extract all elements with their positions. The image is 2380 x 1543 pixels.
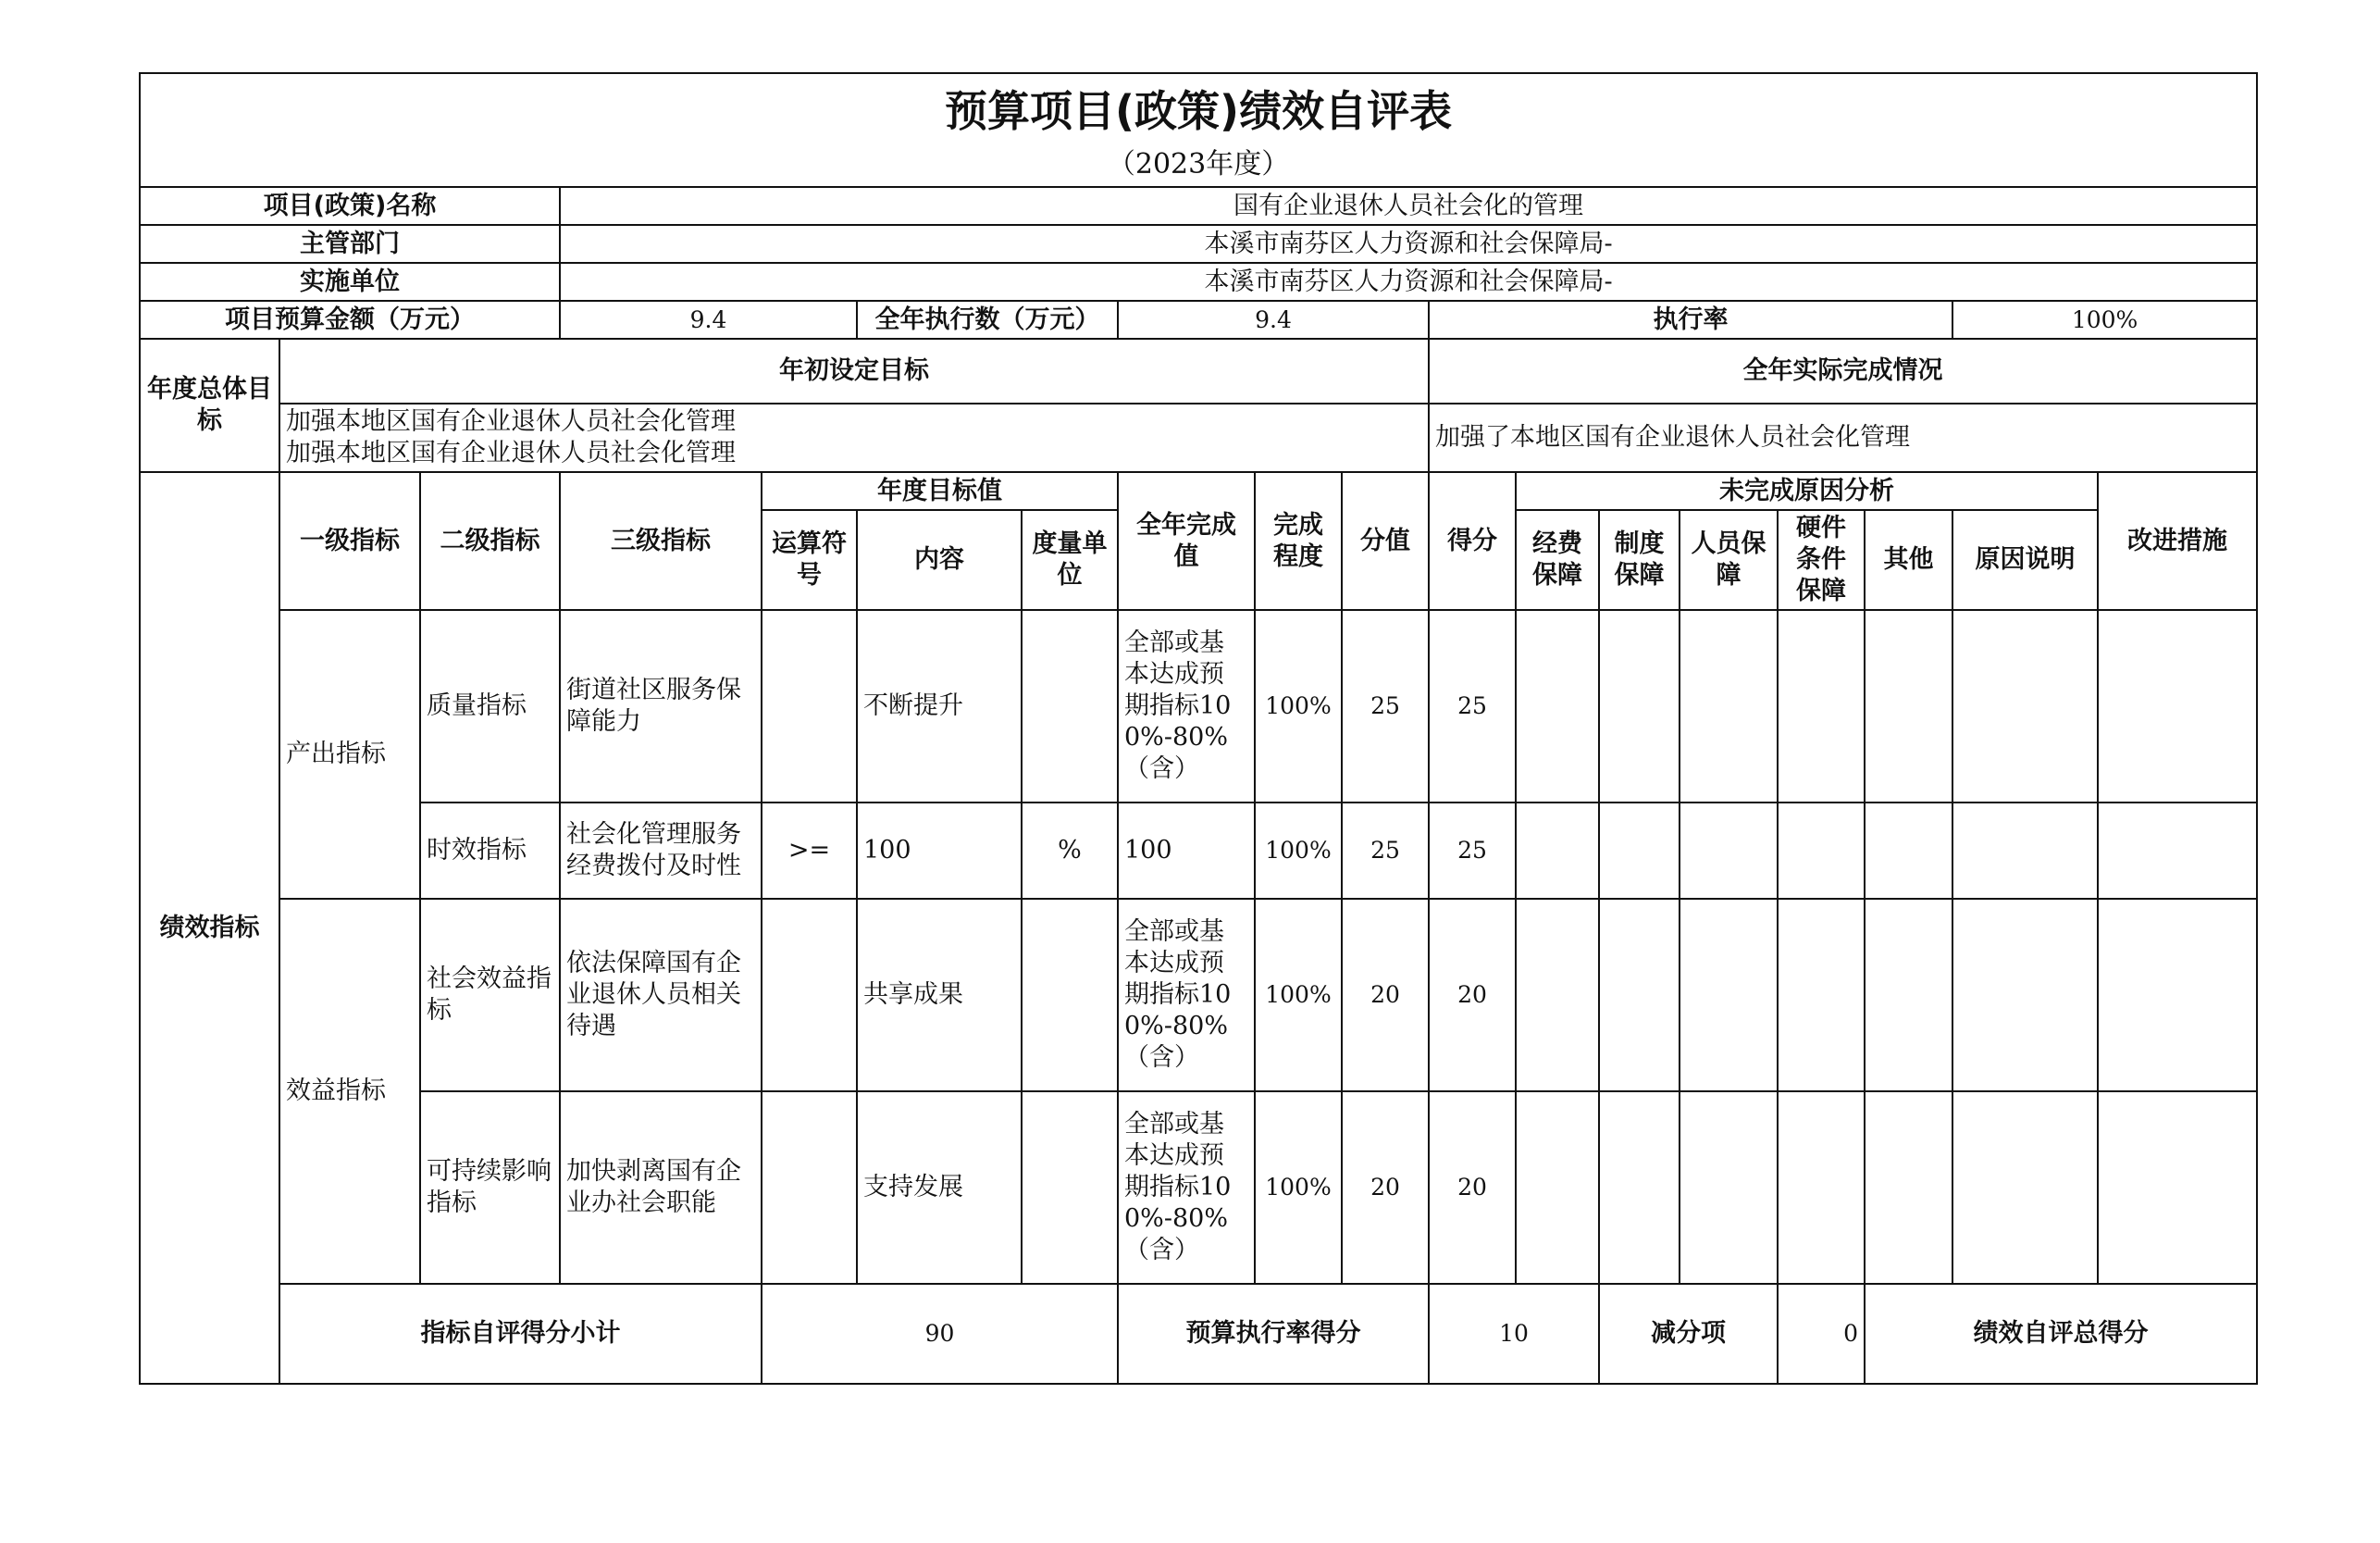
empty-cell — [1680, 803, 1778, 899]
degree-cell: 100% — [1255, 899, 1342, 1091]
self-evaluation-table — [139, 72, 2258, 1385]
empty-cell — [1516, 899, 1599, 1091]
header-level1: 一级指标 — [279, 472, 420, 610]
dept-value: 本溪市南芬区人力资源和社会保障局- — [560, 225, 2257, 263]
empty-cell — [1778, 803, 1865, 899]
level3-cell: 社会化管理服务经费拨付及时性 — [560, 803, 762, 899]
header-reason-group: 未完成原因分析 — [1516, 472, 2098, 510]
operator-cell — [762, 1091, 857, 1284]
empty-cell — [1599, 610, 1680, 803]
rate-label: 执行率 — [1429, 301, 1952, 339]
level1-output: 产出指标 — [279, 610, 420, 899]
unit-cell: % — [1022, 803, 1118, 899]
operator-cell: >= — [762, 803, 857, 899]
empty-cell — [1516, 803, 1599, 899]
content-cell: 共享成果 — [857, 899, 1022, 1091]
header-level3: 三级指标 — [560, 472, 762, 610]
degree-cell: 100% — [1255, 610, 1342, 803]
got-cell: 20 — [1429, 1091, 1516, 1284]
level2-cell: 时效指标 — [420, 803, 560, 899]
header-system: 制度保障 — [1599, 510, 1680, 610]
got-cell: 25 — [1429, 803, 1516, 899]
unit-cell — [1022, 610, 1118, 803]
header-other: 其他 — [1865, 510, 1952, 610]
level2-cell: 质量指标 — [420, 610, 560, 803]
actual-cell: 100 — [1118, 803, 1255, 899]
degree-cell: 100% — [1255, 1091, 1342, 1284]
budget-value: 9.4 — [560, 301, 857, 339]
empty-cell — [1865, 1091, 1952, 1284]
header-unit: 度量单位 — [1022, 510, 1118, 610]
empty-cell — [1516, 610, 1599, 803]
header-funding: 经费保障 — [1516, 510, 1599, 610]
empty-cell — [1599, 1091, 1680, 1284]
got-cell: 20 — [1429, 899, 1516, 1091]
header-got: 得分 — [1429, 472, 1516, 610]
level3-cell: 加快剥离国有企业办社会职能 — [560, 1091, 762, 1284]
actual-completion-header: 全年实际完成情况 — [1429, 339, 2257, 404]
actual-completion-text: 加强了本地区国有企业退休人员社会化管理 — [1429, 404, 2257, 472]
empty-cell — [1865, 899, 1952, 1091]
rate-value: 100% — [1952, 301, 2257, 339]
header-level2: 二级指标 — [420, 472, 560, 610]
header-hardware: 硬件条件保障 — [1778, 510, 1865, 610]
empty-cell — [2098, 899, 2257, 1091]
header-operator: 运算符号 — [762, 510, 857, 610]
header-degree: 完成程度 — [1255, 472, 1342, 610]
score-cell: 20 — [1342, 1091, 1429, 1284]
dept-label: 主管部门 — [140, 225, 560, 263]
initial-goal-line-1: 加强本地区国有企业退休人员社会化管理 — [286, 407, 736, 436]
budget-label: 项目预算金额（万元） — [140, 301, 560, 339]
empty-cell — [1599, 899, 1680, 1091]
degree-cell: 100% — [1255, 803, 1342, 899]
initial-goal-text — [279, 404, 1429, 472]
initial-goal-line-2: 加强本地区国有企业退休人员社会化管理 — [286, 439, 736, 467]
header-target-group: 年度目标值 — [762, 472, 1118, 510]
header-score: 分值 — [1342, 472, 1429, 610]
executed-label: 全年执行数（万元） — [857, 301, 1118, 339]
empty-cell — [1952, 899, 2098, 1091]
subtotal-label: 指标自评得分小计 — [279, 1284, 762, 1384]
score-cell: 25 — [1342, 610, 1429, 803]
project-name-value: 国有企业退休人员社会化的管理 — [560, 187, 2257, 225]
content-cell: 支持发展 — [857, 1091, 1022, 1284]
header-improve: 改进措施 — [2098, 472, 2257, 610]
empty-cell — [1599, 803, 1680, 899]
header-explain: 原因说明 — [1952, 510, 2098, 610]
level2-cell: 可持续影响指标 — [420, 1091, 560, 1284]
empty-cell — [1952, 803, 2098, 899]
got-cell: 25 — [1429, 610, 1516, 803]
empty-cell — [1516, 1091, 1599, 1284]
header-actual: 全年完成值 — [1118, 472, 1255, 610]
level1-benefit: 效益指标 — [279, 899, 420, 1284]
header-staff: 人员保障 — [1680, 510, 1778, 610]
empty-cell — [1778, 1091, 1865, 1284]
actual-cell: 全部或基本达成预期指标100%-80%（含） — [1118, 610, 1255, 803]
unit-label: 实施单位 — [140, 263, 560, 301]
header-content: 内容 — [857, 510, 1022, 610]
deduct-value: 0 — [1778, 1284, 1865, 1384]
empty-cell — [2098, 803, 2257, 899]
empty-cell — [1952, 1091, 2098, 1284]
empty-cell — [1680, 899, 1778, 1091]
actual-cell: 全部或基本达成预期指标100%-80%（含） — [1118, 1091, 1255, 1284]
operator-cell — [762, 610, 857, 803]
score-cell: 25 — [1342, 803, 1429, 899]
indicators-section-label: 绩效指标 — [140, 472, 279, 1384]
empty-cell — [1680, 1091, 1778, 1284]
content-cell: 不断提升 — [857, 610, 1022, 803]
empty-cell — [1865, 803, 1952, 899]
empty-cell — [1778, 899, 1865, 1091]
page-title: 预算项目(政策)绩效自评表 — [140, 73, 2257, 143]
actual-cell: 全部或基本达成预期指标100%-80%（含） — [1118, 899, 1255, 1091]
level3-cell: 依法保障国有企业退休人员相关待遇 — [560, 899, 762, 1091]
total-label: 绩效自评总得分 — [1865, 1284, 2257, 1384]
project-name-label: 项目(政策)名称 — [140, 187, 560, 225]
budget-score-value: 10 — [1429, 1284, 1599, 1384]
subtotal-value: 90 — [762, 1284, 1118, 1384]
operator-cell — [762, 899, 857, 1091]
empty-cell — [2098, 1091, 2257, 1284]
unit-cell — [1022, 1091, 1118, 1284]
fiscal-year: （2023年度） — [140, 143, 2257, 187]
executed-value: 9.4 — [1118, 301, 1429, 339]
initial-goal-header: 年初设定目标 — [279, 339, 1429, 404]
unit-cell — [1022, 899, 1118, 1091]
level2-cell: 社会效益指标 — [420, 899, 560, 1091]
empty-cell — [2098, 610, 2257, 803]
empty-cell — [1952, 610, 2098, 803]
level3-cell: 街道社区服务保障能力 — [560, 610, 762, 803]
deduct-label: 减分项 — [1599, 1284, 1778, 1384]
unit-value: 本溪市南芬区人力资源和社会保障局- — [560, 263, 2257, 301]
score-cell: 20 — [1342, 899, 1429, 1091]
content-cell: 100 — [857, 803, 1022, 899]
empty-cell — [1778, 610, 1865, 803]
goals-section-label: 年度总体目标 — [140, 339, 279, 472]
empty-cell — [1865, 610, 1952, 803]
budget-score-label: 预算执行率得分 — [1118, 1284, 1429, 1384]
empty-cell — [1680, 610, 1778, 803]
